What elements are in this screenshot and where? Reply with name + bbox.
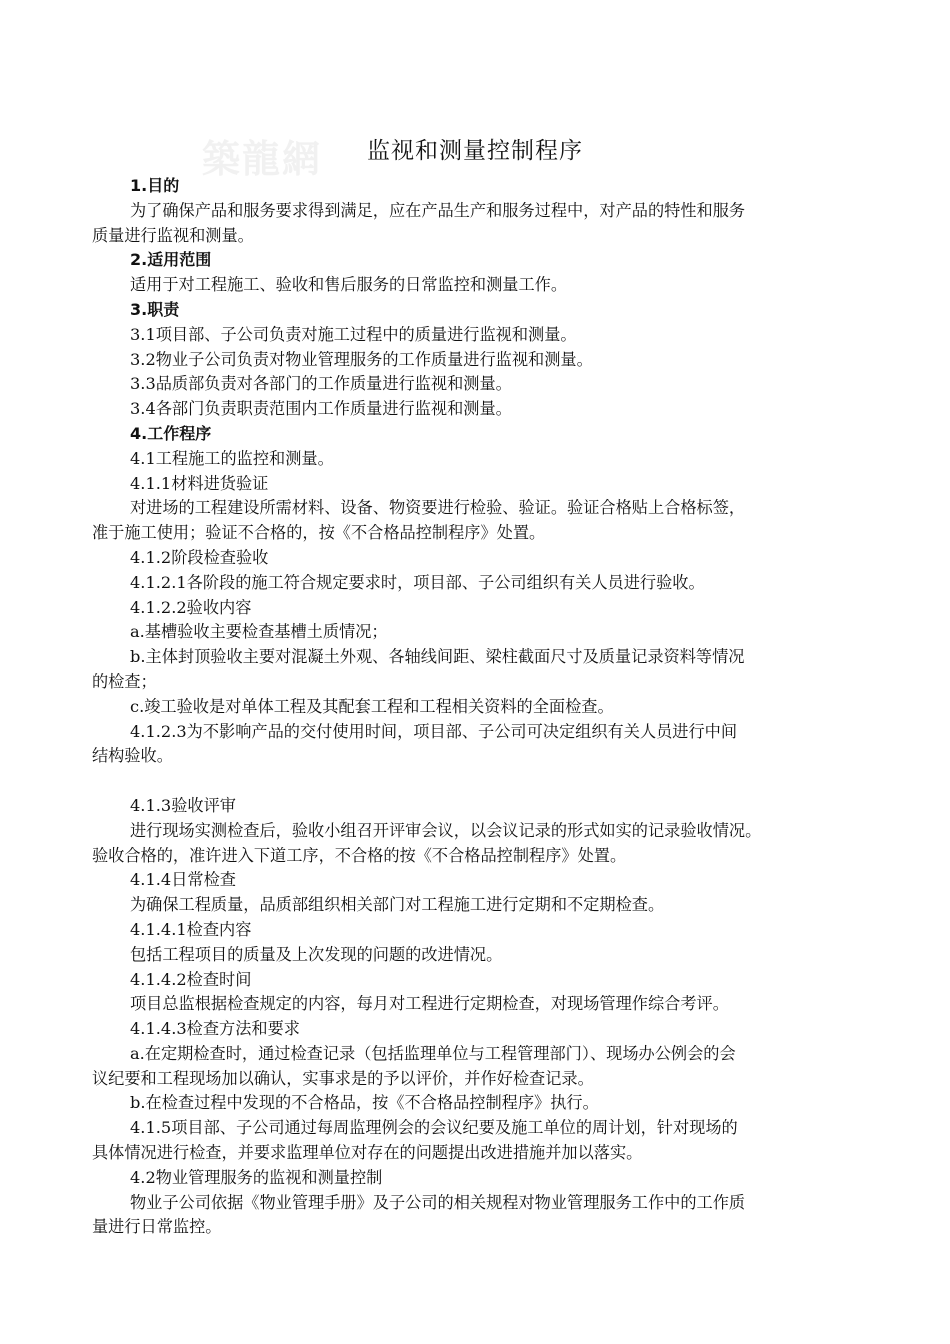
page-title-text: 监视和测量控制程序 [367, 138, 583, 164]
text-line: 包括工程项目的质量及上次发现的问题的改进情况。 [130, 944, 503, 964]
text-line: 4.1.4.1检查内容 [130, 919, 252, 939]
section-heading: 3.职责 [130, 299, 180, 319]
text-line: 4.2物业管理服务的监视和测量控制 [130, 1167, 383, 1187]
text-line: 4.1.4日常检查 [130, 870, 236, 890]
text-line: 3.1项目部、子公司负责对施工过程中的质量进行监视和测量。 [130, 324, 577, 344]
text-line: c.竣工验收是对单体工程及其配套工程和工程相关资料的全面检查。 [130, 696, 614, 716]
text-line: 为了确保产品和服务要求得到满足，应在产品生产和服务过程中，对产品的特性和服务 [130, 200, 746, 220]
text-line: 4.1.4.2检查时间 [130, 969, 252, 989]
document-body [92, 174, 882, 1240]
text-line: 4.1.1材料进货验证 [130, 473, 269, 493]
text-line: 议纪要和工程现场加以确认，实事求是的予以评价，并作好检查记录。 [92, 1068, 594, 1088]
text-line: 验收合格的，准许进入下道工序，不合格的按《不合格品控制程序》处置。 [92, 845, 627, 865]
text-line: a.基槽验收主要检查基槽土质情况； [130, 622, 388, 642]
text-line: 4.1.3验收评审 [130, 795, 236, 815]
text-line: 量进行日常监控。 [92, 1217, 222, 1237]
text-line: 质量进行监视和测量。 [92, 225, 254, 245]
text-line: 4.1.5项目部、子公司通过每周监理例会的会议纪要及施工单位的周计划，针对现场的 [130, 1118, 738, 1138]
text-line: 物业子公司依据《物业管理手册》及子公司的相关规程对物业管理服务工作中的工作质 [130, 1192, 746, 1212]
text-line: 的检查； [92, 671, 157, 691]
text-line: 3.3品质部负责对各部门的工作质量进行监视和测量。 [130, 374, 512, 394]
page-title [0, 132, 950, 165]
text-line: a.在定期检查时，通过检查记录（包括监理单位与工程管理部门）、现场办公例会的会 [130, 1043, 736, 1063]
text-line: 结构验收。 [92, 746, 173, 766]
text-line: 3.2物业子公司负责对物业管理服务的工作质量进行监视和测量。 [130, 349, 593, 369]
text-line: 4.1.2.3为不影响产品的交付使用时间，项目部、子公司可决定组织有关人员进行中间 [130, 721, 738, 741]
text-line: 4.1.4.3检查方法和要求 [130, 1019, 300, 1039]
text-line: 3.4各部门负责职责范围内工作质量进行监视和测量。 [130, 399, 512, 419]
text-line: 具体情况进行检查，并要求监理单位对存在的问题提出改进措施并加以落实。 [92, 1143, 643, 1163]
text-line: 进行现场实测检查后，验收小组召开评审会议，以会议记录的形式如实的记录验收情况。 [130, 820, 762, 840]
text-line: 为确保工程质量，品质部组织相关部门对工程施工进行定期和不定期检查。 [130, 895, 665, 915]
text-line: 4.1.2.1各阶段的施工符合规定要求时，项目部、子公司组织有关人员进行验收。 [130, 572, 705, 592]
text-line: b.在检查过程中发现的不合格品，按《不合格品控制程序》执行。 [130, 1093, 599, 1113]
section-heading: 1.目的 [130, 176, 180, 195]
text-line: 适用于对工程施工、验收和售后服务的日常监控和测量工作。 [130, 275, 568, 295]
section-heading: 4.工作程序 [130, 423, 212, 443]
watermark-logo: 築龍網 [202, 136, 323, 181]
section-heading: 2.适用范围 [130, 250, 212, 270]
text-line: 4.1.2阶段检查验收 [130, 547, 269, 567]
text-line: 4.1工程施工的监控和测量。 [130, 448, 334, 468]
text-line: 对进场的工程建设所需材料、设备、物资要进行检验、验证。验证合格贴上合格标签， [130, 498, 746, 518]
text-line: 项目总监根据检查规定的内容，每月对工程进行定期检查，对现场管理作综合考评。 [130, 994, 729, 1014]
text-line: 4.1.2.2验收内容 [130, 597, 252, 617]
blank-line [92, 769, 882, 794]
text-line: b.主体封顶验收主要对混凝土外观、各轴线间距、梁柱截面尺寸及质量记录资料等情况 [130, 647, 745, 667]
text-line: 准于施工使用；验证不合格的，按《不合格品控制程序》处置。 [92, 523, 546, 543]
